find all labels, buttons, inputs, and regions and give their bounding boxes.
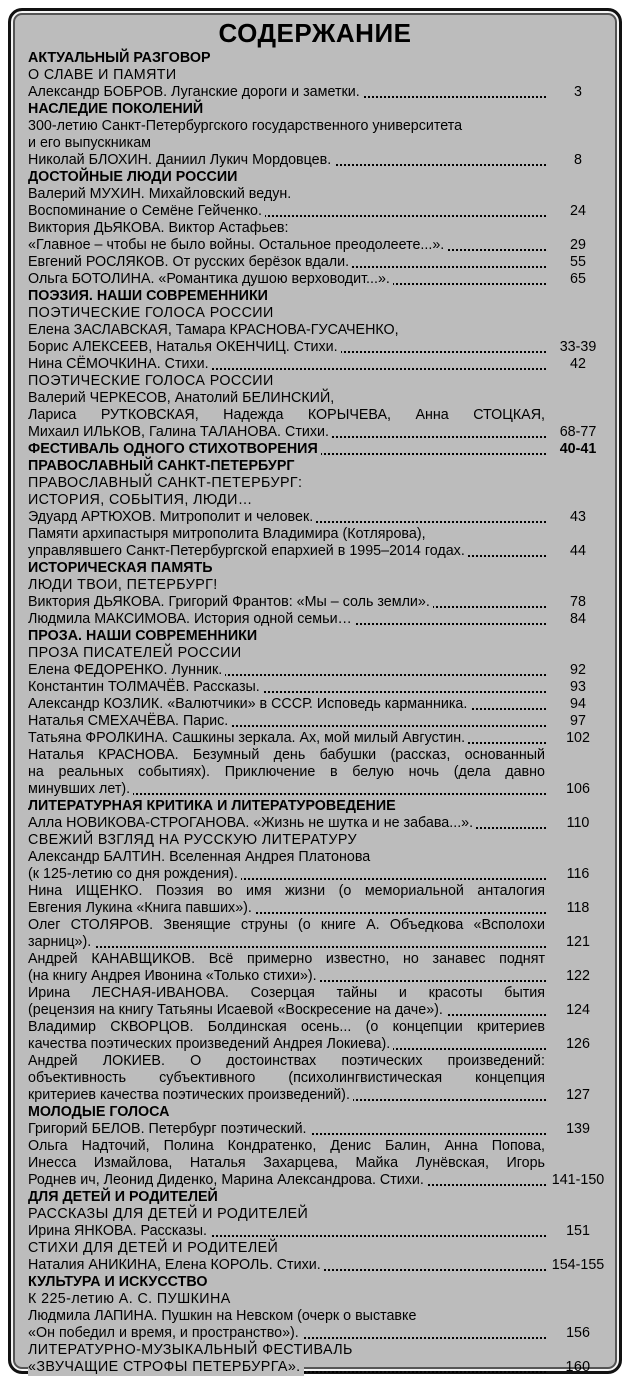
page-number: 121	[566, 934, 590, 950]
toc-entry	[28, 1053, 545, 1070]
section-heading	[28, 628, 608, 645]
toc-entry	[28, 152, 608, 169]
entry-text: РАССКАЗЫ ДЛЯ ДЕТЕЙ И РОДИТЕЛЕЙ	[28, 1206, 311, 1223]
toc-entry	[28, 254, 608, 271]
toc-entry	[28, 730, 608, 747]
subsection-heading	[28, 1291, 608, 1308]
toc-entry	[28, 118, 608, 135]
toc-entry	[28, 271, 608, 288]
page-number: 97	[570, 713, 586, 729]
page-number: 40-41	[559, 441, 597, 457]
page-number: 92	[570, 662, 586, 678]
entry-text: Ирина ЛЕСНАЯ-ИВАНОВА. Созерцая тайны и красоты бытия	[28, 985, 545, 1001]
entry-text: Евгения Лукина «Книга павших»).	[28, 900, 255, 917]
toc-entry	[28, 1172, 608, 1189]
page-number: 127	[566, 1087, 590, 1103]
toc-entry	[28, 1223, 608, 1240]
toc-entry	[28, 339, 608, 356]
entry-text: Людмила МАКСИМОВА. История одной семьи…	[28, 611, 355, 628]
toc-entry	[28, 611, 608, 628]
toc-entry	[28, 1002, 608, 1019]
entry-text: МОЛОДЫЕ ГОЛОСА	[28, 1104, 172, 1121]
subsection-heading	[28, 1342, 608, 1359]
entry-text: К 225-летию А. С. ПУШКИНА	[28, 1291, 234, 1308]
section-heading	[28, 798, 608, 815]
entry-text: Ольга БОТОЛИНА. «Романтика душою верховодит...».	[28, 271, 393, 288]
entry-text: Владимир СКВОРЦОВ. Болдинская осень... (о концепции критериев	[28, 1019, 545, 1035]
toc-entry	[28, 1087, 608, 1104]
entry-text: ИСТОРИЯ, СОБЫТИЯ, ЛЮДИ…	[28, 492, 256, 509]
toc-entry	[28, 679, 608, 696]
entry-text: КУЛЬТУРА И ИСКУССТВО	[28, 1274, 210, 1291]
entry-text: ЛИТЕРАТУРНАЯ КРИТИКА И ЛИТЕРАТУРОВЕДЕНИЕ	[28, 798, 399, 815]
entry-text: 300-летию Санкт-Петербургского государственного университета	[28, 118, 465, 135]
subsection-heading	[28, 1206, 608, 1223]
entry-text: Александр КОЗЛИК. «Валютчики» в СССР. Исповедь карманника.	[28, 696, 470, 713]
toc-entry	[28, 662, 608, 679]
entry-text: АКТУАЛЬНЫЙ РАЗГОВОР	[28, 50, 214, 67]
page-number: 102	[566, 730, 590, 746]
entry-text: Ольга Надточий, Полина Кондратенко, Денис Балин, Анна Попова,	[28, 1138, 545, 1154]
section-heading	[28, 169, 608, 186]
section-heading	[28, 288, 608, 305]
entry-text: НАСЛЕДИЕ ПОКОЛЕНИЙ	[28, 101, 206, 118]
section-heading	[28, 1189, 608, 1206]
entry-text: ПРАВОСЛАВНЫЙ САНКТ-ПЕТЕРБУРГ	[28, 458, 297, 475]
toc-entry	[28, 747, 545, 764]
section-heading	[28, 441, 608, 458]
page-number: 33-39	[559, 339, 597, 355]
entry-text: ДЛЯ ДЕТЕЙ И РОДИТЕЛЕЙ	[28, 1189, 221, 1206]
table-of-contents	[28, 50, 608, 1376]
toc-entry	[28, 815, 608, 832]
entry-text: Ирина ЯНКОВА. Рассказы.	[28, 1223, 210, 1240]
toc-entry	[28, 934, 608, 951]
entry-text: СТИХИ ДЛЯ ДЕТЕЙ И РОДИТЕЛЕЙ	[28, 1240, 281, 1257]
entry-text: О СЛАВЕ И ПАМЯТИ	[28, 67, 180, 84]
page-number: 160	[565, 1359, 591, 1375]
page-number: 110	[566, 815, 590, 831]
toc-entry	[28, 781, 608, 798]
page-number: 126	[566, 1036, 590, 1052]
toc-entry	[28, 713, 608, 730]
entry-text: на реальных событиях). Приключение в белую ночь (дела давно	[28, 764, 545, 780]
entry-text: ПОЭТИЧЕСКИЕ ГОЛОСА РОССИИ	[28, 305, 277, 322]
page-number: 122	[566, 968, 590, 984]
toc-entry	[28, 237, 608, 254]
entry-text: Инесса Измайлова, Наталья Захарцева, Майка Лунёвская, Игорь	[28, 1155, 545, 1171]
entry-text: качества поэтических произведений Андрея Локиева).	[28, 1036, 393, 1053]
entry-text: зарниц»).	[28, 934, 94, 951]
entry-text: Роднев ич, Леонид Диденко, Марина Александрова. Стихи.	[28, 1172, 427, 1189]
entry-text: управлявшего Санкт-Петербургской епархией в 1995–2014 годах.	[28, 543, 468, 560]
toc-entry	[28, 900, 608, 917]
toc-entry	[28, 849, 608, 866]
page-number: 151	[566, 1223, 590, 1239]
toc-entry	[28, 407, 545, 424]
entry-text: ПРОЗА. НАШИ СОВРЕМЕННИКИ	[28, 628, 260, 645]
toc-entry	[28, 526, 608, 543]
entry-text: (на книгу Андрея Ивонина «Только стихи»).	[28, 968, 320, 985]
entry-text: ЛЮДИ ТВОИ, ПЕТЕРБУРГ!	[28, 577, 221, 594]
toc-entry	[28, 594, 608, 611]
section-heading	[28, 1104, 608, 1121]
toc-entry	[28, 322, 608, 339]
entry-text: Нина СЁМОЧКИНА. Стихи.	[28, 356, 212, 373]
page-number: 154-155	[551, 1257, 605, 1273]
page-number: 94	[570, 696, 586, 712]
subsection-heading	[28, 492, 608, 509]
subsection-heading	[28, 67, 608, 84]
toc-entry	[28, 866, 608, 883]
toc-entry	[28, 509, 608, 526]
entry-text: Елена ЗАСЛАВСКАЯ, Тамара КРАСНОВА-ГУСАЧЕНКО,	[28, 322, 402, 339]
subsection-heading	[28, 645, 608, 662]
entry-text: ЛИТЕРАТУРНО-МУЗЫКАЛЬНЫЙ ФЕСТИВАЛЬ	[28, 1342, 356, 1359]
entry-text: Памяти архипастыря митрополита Владимира (Котлярова),	[28, 526, 429, 543]
page-number: 3	[574, 84, 582, 100]
toc-entry	[28, 1070, 545, 1087]
toc-entry	[28, 1257, 608, 1274]
page-title: СОДЕРЖАНИЕ	[218, 18, 412, 48]
entry-text: (к 125-летию со дня рождения).	[28, 866, 241, 883]
toc-entry	[28, 220, 608, 237]
entry-text: Александр БОБРОВ. Луганские дороги и заметки.	[28, 84, 363, 101]
entry-text: ПРОЗА ПИСАТЕЛЕЙ РОССИИ	[28, 645, 245, 662]
entry-text: критериев качества поэтических произведений).	[28, 1087, 353, 1104]
toc-entry	[28, 1019, 545, 1036]
section-heading	[28, 560, 608, 577]
entry-text: Виктория ДЬЯКОВА. Виктор Астафьев:	[28, 220, 291, 237]
entry-text: Воспоминание о Семёне Гейченко.	[28, 203, 265, 220]
toc-entry	[28, 1138, 545, 1155]
page-number: 8	[574, 152, 582, 168]
entry-text: Лариса РУТКОВСКАЯ, Надежда КОРЫЧЕВА, Анна СТОЦКАЯ,	[28, 407, 545, 423]
subsection-heading	[28, 373, 608, 390]
entry-text: Татьяна ФРОЛКИНА. Сашкины зеркала. Ах, мой милый Августин.	[28, 730, 468, 747]
toc-entry	[28, 968, 608, 985]
toc-entry	[28, 985, 545, 1002]
entry-text: объективность субъективного (психолингвистическая концепция	[28, 1070, 545, 1086]
entry-text: Алла НОВИКОВА-СТРОГАНОВА. «Жизнь не шутка и не забава...».	[28, 815, 476, 832]
entry-text: Александр БАЛТИН. Вселенная Андрея Платонова	[28, 849, 373, 866]
page-number: 84	[570, 611, 586, 627]
entry-text: «ЗВУЧАЩИЕ СТРОФЫ ПЕТЕРБУРГА».	[28, 1359, 304, 1376]
section-heading	[28, 101, 608, 118]
entry-text: Валерий МУХИН. Михайловский ведун.	[28, 186, 294, 203]
entry-text: Андрей ЛОКИЕВ. О достоинствах поэтических произведений:	[28, 1053, 545, 1069]
entry-text: Борис АЛЕКСЕЕВ, Наталья ОКЕНЧИЦ. Стихи.	[28, 339, 341, 356]
entry-text: Михаил ИЛЬКОВ, Галина ТАЛАНОВА. Стихи.	[28, 424, 332, 441]
toc-entry	[28, 951, 545, 968]
toc-entry	[28, 84, 608, 101]
subsection-heading	[28, 832, 608, 849]
section-heading	[28, 1274, 608, 1291]
section-heading	[28, 50, 608, 67]
entry-text: ФЕСТИВАЛЬ ОДНОГО СТИХОТВОРЕНИЯ	[28, 441, 321, 458]
entry-text: Григорий БЕЛОВ. Петербург поэтический.	[28, 1121, 310, 1138]
page-number: 42	[570, 356, 586, 372]
toc-entry	[28, 764, 545, 781]
entry-text: «Главное – чтобы не было войны. Остальное преодолеете...».	[28, 237, 447, 254]
toc-entry	[28, 1121, 608, 1138]
page-number: 116	[566, 866, 590, 882]
entry-text: СВЕЖИЙ ВЗГЛЯД НА РУССКУЮ ЛИТЕРАТУРУ	[28, 832, 360, 849]
toc-entry	[28, 1036, 608, 1053]
entry-text: Константин ТОЛМАЧЁВ. Рассказы.	[28, 679, 263, 696]
page-number: 29	[570, 237, 586, 253]
entry-text: Эдуард АРТЮХОВ. Митрополит и человек.	[28, 509, 316, 526]
subsection-heading	[28, 305, 608, 322]
page-number: 68-77	[559, 424, 597, 440]
page-number: 43	[570, 509, 586, 525]
page-number: 106	[566, 781, 590, 797]
entry-text: Наталья КРАСНОВА. Безумный день бабушки (рассказ, основанный	[28, 747, 545, 763]
page-number: 93	[570, 679, 586, 695]
toc-entry	[28, 1155, 545, 1172]
page-number: 118	[566, 900, 590, 916]
entry-text: Николай БЛОХИН. Даниил Лукич Мордовцев.	[28, 152, 334, 169]
page-number: 55	[570, 254, 586, 270]
page-number: 65	[570, 271, 586, 287]
entry-text: Наталия АНИКИНА, Елена КОРОЛЬ. Стихи.	[28, 1257, 324, 1274]
toc-entry	[28, 883, 545, 900]
toc-entry	[28, 424, 608, 441]
page-number: 24	[570, 203, 586, 219]
toc-entry	[28, 917, 545, 934]
entry-text: минувших лет).	[28, 781, 133, 798]
entry-text: «Он победил и время, и пространство»).	[28, 1325, 302, 1342]
toc-entry	[28, 1308, 608, 1325]
entry-text: Евгений РОСЛЯКОВ. От русских берёзок вдали.	[28, 254, 352, 271]
page-number: 139	[566, 1121, 590, 1137]
toc-entry	[28, 543, 608, 560]
entry-text: ПОЭТИЧЕСКИЕ ГОЛОСА РОССИИ	[28, 373, 277, 390]
entry-text: Олег СТОЛЯРОВ. Звенящие струны (о книге А. Объедкова «Всполохи	[28, 917, 545, 933]
entry-text: ИСТОРИЧЕСКАЯ ПАМЯТЬ	[28, 560, 216, 577]
entry-text: (рецензия на книгу Татьяны Исаевой «Воскресение на даче»).	[28, 1002, 446, 1019]
entry-text: ПОЭЗИЯ. НАШИ СОВРЕМЕННИКИ	[28, 288, 271, 305]
toc-entry	[28, 203, 608, 220]
subsection-heading	[28, 1240, 608, 1257]
entry-text: Нина ИЩЕНКО. Поэзия во имя жизни (о мемориальной анталогия	[28, 883, 545, 899]
entry-text: Елена ФЕДОРЕНКО. Лунник.	[28, 662, 225, 679]
entry-text: ДОСТОЙНЫЕ ЛЮДИ РОССИИ	[28, 169, 240, 186]
toc-entry	[28, 390, 608, 407]
entry-text: Наталья СМЕХАЧЁВА. Парис.	[28, 713, 231, 730]
subsection-heading	[28, 475, 608, 492]
subsection-heading	[28, 1359, 608, 1376]
page-number: 78	[570, 594, 586, 610]
toc-entry	[28, 356, 608, 373]
entry-text: Валерий ЧЕРКЕСОВ, Анатолий БЕЛИНСКИЙ,	[28, 390, 337, 407]
page-number: 141-150	[551, 1172, 605, 1188]
toc-entry	[28, 186, 608, 203]
section-heading	[28, 458, 608, 475]
toc-entry	[28, 1325, 608, 1342]
toc-entry	[28, 696, 608, 713]
entry-text: и его выпускникам	[28, 135, 154, 152]
subsection-heading	[28, 577, 608, 594]
toc-entry	[28, 135, 608, 152]
entry-text: Людмила ЛАПИНА. Пушкин на Невском (очерк о выставке	[28, 1308, 419, 1325]
page-number: 124	[566, 1002, 590, 1018]
entry-text: ПРАВОСЛАВНЫЙ САНКТ-ПЕТЕРБУРГ:	[28, 475, 305, 492]
page-number: 156	[566, 1325, 590, 1341]
page-number: 44	[570, 543, 586, 559]
entry-text: Виктория ДЬЯКОВА. Григорий Франтов: «Мы – соль земли».	[28, 594, 433, 611]
entry-text: Андрей КАНАВЩИКОВ. Всё примерно известно, но занавес поднят	[28, 951, 545, 967]
